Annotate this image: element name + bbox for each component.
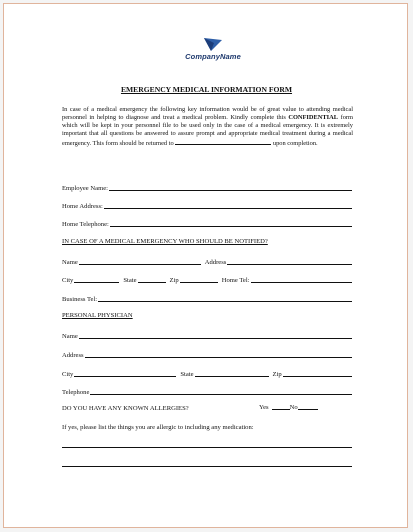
contact-name-address-row [62,256,352,266]
form-page [3,3,408,528]
company-name: CompanyName [185,52,241,61]
physician-zip-field[interactable] [283,375,352,377]
home-telephone-label: Home Telephone: [62,221,109,228]
contact-city-field[interactable] [74,281,119,283]
physician-telephone-row [62,386,352,396]
physician-address-field[interactable] [85,356,352,358]
physician-name-field[interactable] [79,337,352,339]
contact-business-tel-field[interactable] [98,300,352,302]
return-to-field[interactable] [175,138,271,145]
form-title: EMERGENCY MEDICAL INFORMATION FORM [120,85,293,94]
home-address-label: Home Address: [62,203,103,210]
allergies-question: DO YOU HAVE ANY KNOWN ALLERGIES? [62,405,189,412]
employee-name-label: Employee Name: [62,185,108,192]
physician-city-row [62,368,352,378]
allergies-yes-field[interactable] [272,408,290,410]
intro-paragraph [62,106,353,148]
intro-text-2: form which will be kept in your personnel file to be used only in the case of a medical emergency. It is extremely important that all questions be answered to assure prompt and appropriate medical treatment during a medical emergency. This form should be returned to [62,114,353,148]
home-telephone-row [62,218,352,228]
contact-zip-field[interactable] [180,281,218,283]
company-logo [178,36,248,66]
allergies-yes-no [259,404,318,411]
physician-address-row [62,349,352,359]
employee-name-row [62,182,352,192]
contact-zip-label: Zip [169,277,179,284]
home-telephone-field[interactable] [110,225,352,227]
contact-state-label: State [123,277,137,284]
allergies-instruction: If yes, please list the things you are allergic to including any medication: [62,424,254,431]
intro-text-3: upon completion. [271,140,318,148]
physician-state-label: State [180,371,194,378]
home-address-row [62,200,352,210]
paper-plane-icon [203,36,223,52]
emergency-contact-heading: IN CASE OF A MEDICAL EMERGENCY WHO SHOULD BE NOTIFIED? [62,238,268,245]
physician-city-label: City [62,371,74,378]
physician-address-label: Address [62,352,84,359]
intro-text-1: In case of a medical emergency the following key information would be of great value to attending medical personnel in helping to diagnose and treat a medical problem. Kindly complete this [62,106,353,122]
contact-city-row [62,274,352,284]
physician-name-label: Name [62,333,78,340]
physician-telephone-field[interactable] [90,393,352,395]
contact-name-field[interactable] [79,263,201,265]
allergies-yes-label: Yes [259,404,269,411]
home-address-field[interactable] [104,207,352,209]
physician-name-row [62,330,352,340]
allergies-no-field[interactable] [298,408,318,410]
allergies-line-2[interactable] [62,466,352,467]
contact-address-label: Address [204,259,227,266]
contact-business-tel-label: Business Tel: [62,296,98,303]
physician-heading: PERSONAL PHYSICIAN [62,312,133,319]
contact-address-field[interactable] [227,263,352,265]
contact-home-tel-field[interactable] [251,281,352,283]
contact-city-label: City [62,277,74,284]
confidential-text: CONFIDENTIAL [288,114,339,122]
physician-city-field[interactable] [74,375,176,377]
physician-state-field[interactable] [195,375,269,377]
contact-name-label: Name [62,259,78,266]
physician-zip-label: Zip [272,371,282,378]
allergies-line-1[interactable] [62,447,352,448]
contact-home-tel-label: Home Tel: [221,277,250,284]
contact-state-field[interactable] [138,281,166,283]
employee-name-field[interactable] [109,189,352,191]
contact-business-tel-row [62,293,352,303]
physician-telephone-label: Telephone [62,389,90,396]
allergies-no-label: No [289,404,298,411]
